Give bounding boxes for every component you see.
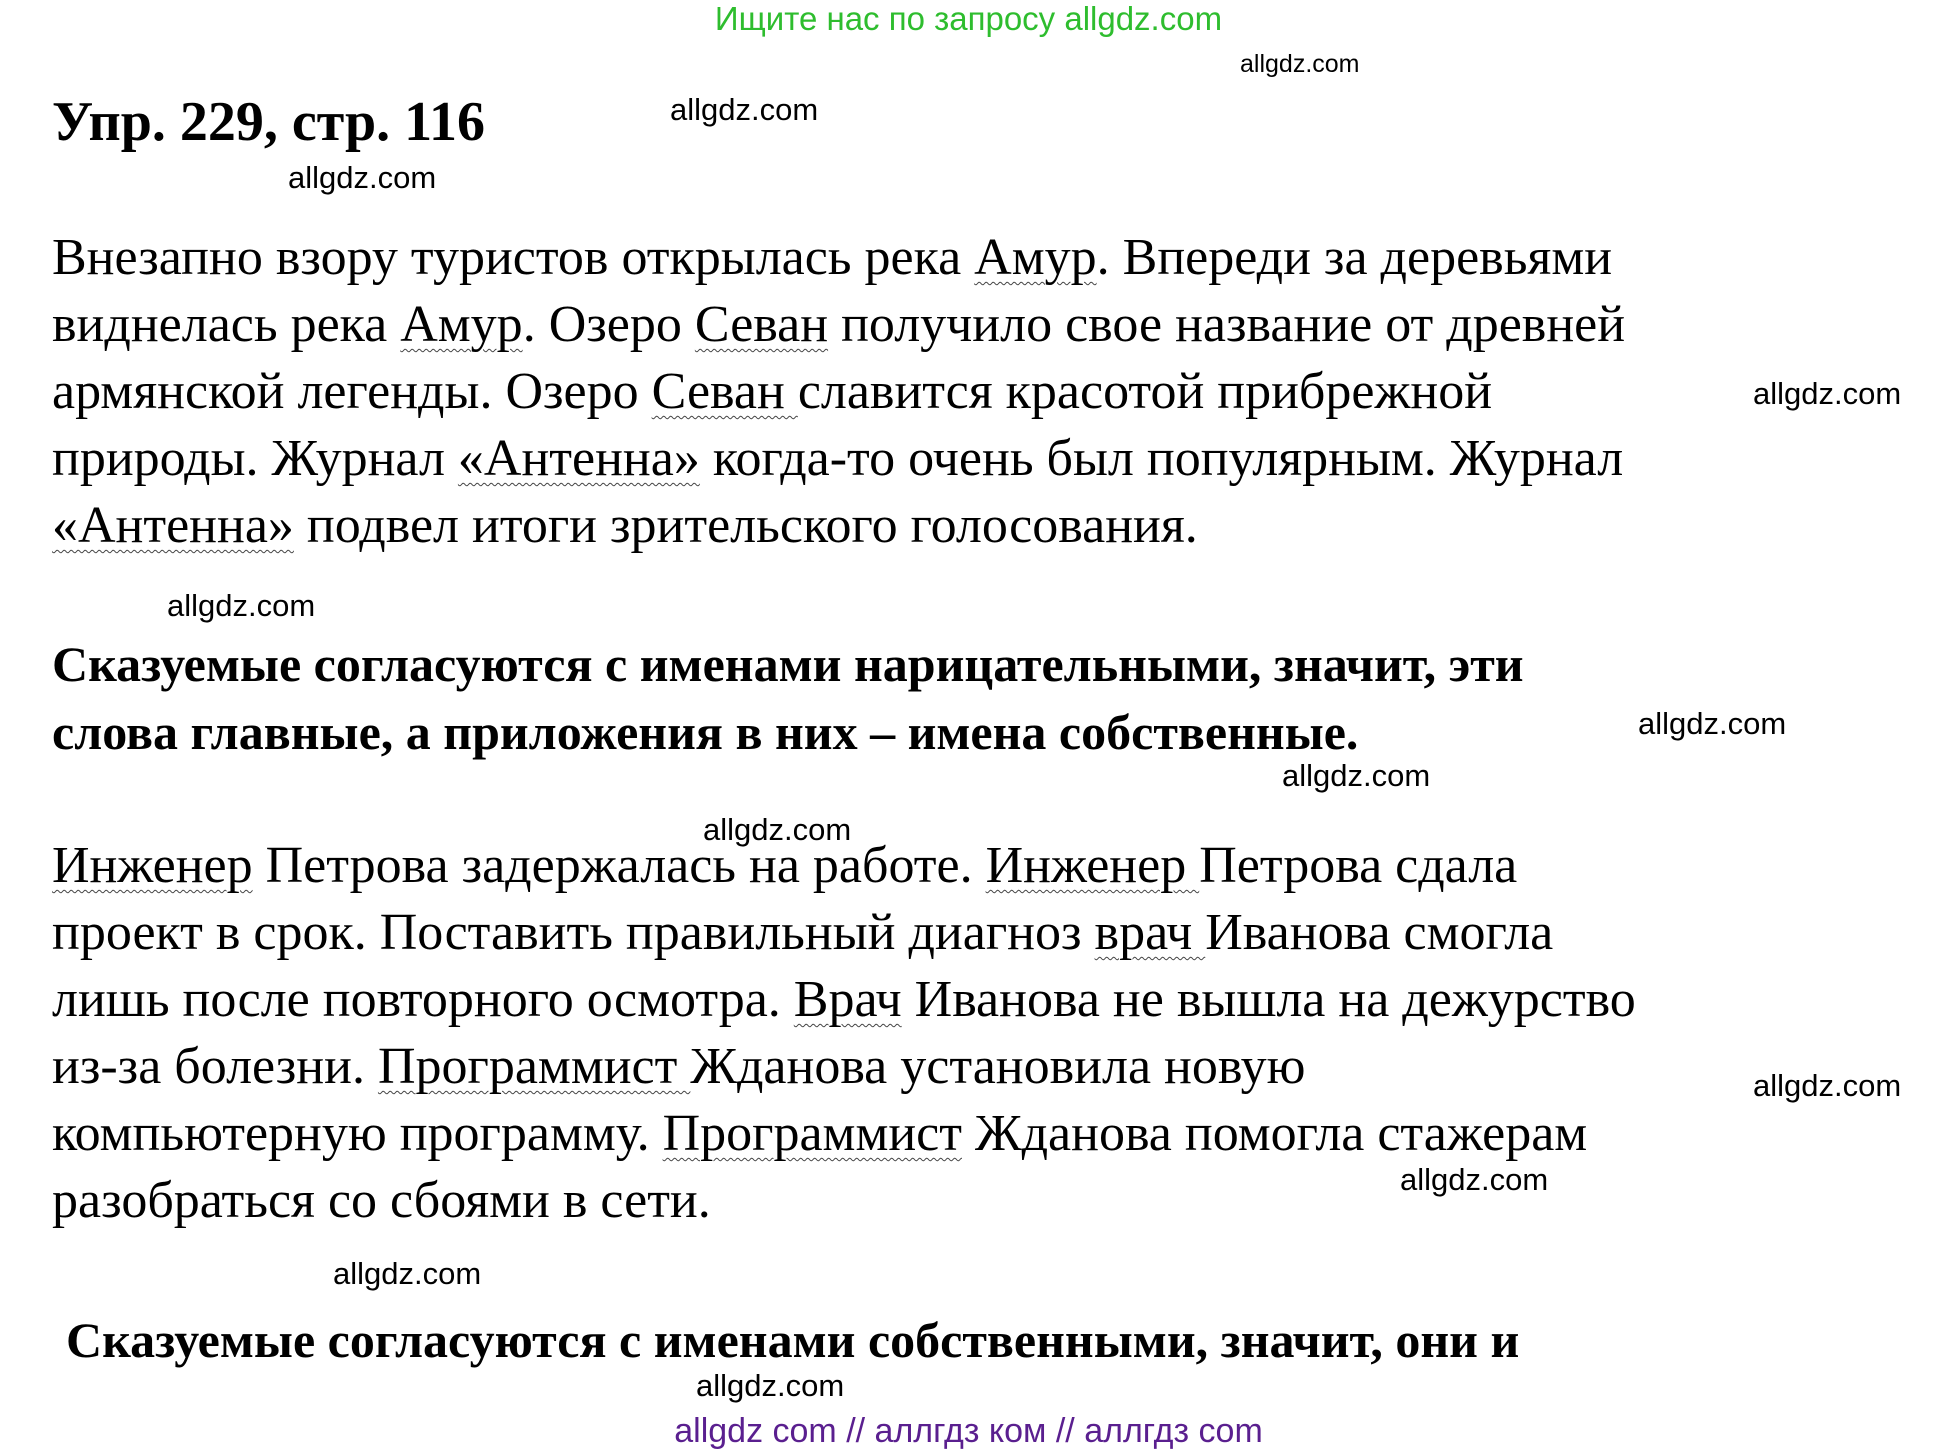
underlined-word: «Антенна» <box>457 430 700 487</box>
para2-line <box>52 966 1636 1033</box>
underlined-word: Севан <box>694 296 829 353</box>
underlined-word: Амур <box>974 229 1097 286</box>
text-segment: Иванова смогла <box>1205 904 1554 961</box>
underlined-word: Программист <box>662 1105 962 1162</box>
watermark: allgdz.com <box>696 1368 845 1403</box>
underlined-word: Амур <box>400 296 523 353</box>
para2-line <box>52 1167 1636 1234</box>
text-segment: Петрова задержалась на работе. <box>252 837 986 894</box>
top-banner-link[interactable]: Ищите нас по запросу allgdz.com <box>714 0 1223 37</box>
watermark: allgdz.com <box>1753 376 1902 411</box>
conclusion-1-line: Сказуемые согласуются с именами нарицательными, значит, эти <box>52 636 1524 692</box>
text-segment: Иванова не вышла на дежурство <box>901 971 1636 1028</box>
underlined-word: Севан <box>651 363 798 420</box>
text-segment: из-за болезни. <box>52 1038 378 1095</box>
text-segment: компьютерную программу. <box>52 1105 663 1162</box>
text-segment: . Впереди за деревьями <box>1096 229 1613 286</box>
text-segment: Жданова помогла стажерам <box>961 1105 1588 1162</box>
para2-line <box>52 1033 1636 1100</box>
watermark: allgdz.com <box>670 92 819 127</box>
underlined-word: Врач <box>793 971 902 1028</box>
text-segment: природы. Журнал <box>52 430 458 487</box>
text-segment: получило свое название от древней <box>828 296 1626 353</box>
conclusion-2-line: Сказуемые согласуются с именами собственными, значит, они и <box>66 1312 1520 1368</box>
text-segment: разобраться со сбоями в сети. <box>52 1172 711 1229</box>
para1-line <box>52 224 1625 291</box>
para2-line <box>52 832 1636 899</box>
watermark: allgdz.com <box>1282 758 1431 793</box>
text-segment: подвел итоги зрительского голосования. <box>293 497 1198 554</box>
footer-links[interactable]: allgdz com // аллгдз ком // аллгдз com <box>674 1412 1263 1450</box>
underlined-word: «Антенна» <box>52 497 294 554</box>
para1-line <box>52 492 1625 559</box>
paragraph-1 <box>52 224 1625 559</box>
watermark: allgdz.com <box>288 160 437 195</box>
underlined-word: Программист <box>377 1038 691 1095</box>
text-segment: лишь после повторного осмотра. <box>52 971 794 1028</box>
conclusion-1-line: слова главные, а приложения в них – имена собственные. <box>52 704 1359 760</box>
underlined-word: Инженер <box>985 837 1200 894</box>
text-segment: славится красотой прибрежной <box>797 363 1493 420</box>
watermark: allgdz.com <box>1400 1162 1549 1197</box>
underlined-word: врач <box>1094 904 1206 961</box>
paragraph-2 <box>52 832 1636 1234</box>
watermark: allgdz.com <box>333 1256 482 1291</box>
watermark: allgdz.com <box>1638 706 1787 741</box>
text-segment: проект в срок. Поставить правильный диагноз <box>52 904 1095 961</box>
text-segment: виднелась река <box>52 296 401 353</box>
watermark: allgdz.com <box>1753 1068 1902 1103</box>
text-segment: Жданова установила новую <box>690 1038 1306 1095</box>
text-segment: Петрова сдала <box>1199 837 1518 894</box>
conclusion-2 <box>66 1306 1519 1374</box>
watermark: allgdz.com <box>703 812 852 847</box>
exercise-heading: Упр. 229, стр. 116 <box>52 91 486 153</box>
watermark: allgdz.com <box>167 588 316 623</box>
conclusion-1 <box>52 630 1524 766</box>
watermark: allgdz.com <box>1240 50 1360 78</box>
text-segment: . Озеро <box>522 296 695 353</box>
underlined-word: Инженер <box>52 837 253 894</box>
para2-line <box>52 899 1636 966</box>
para2-line <box>52 1100 1636 1167</box>
para1-line <box>52 358 1625 425</box>
text-segment: когда-то очень был популярным. Журнал <box>699 430 1624 487</box>
para1-line <box>52 291 1625 358</box>
text-segment: армянской легенды. Озеро <box>52 363 652 420</box>
para1-line <box>52 425 1625 492</box>
text-segment: Внезапно взору туристов открылась река <box>52 229 975 286</box>
